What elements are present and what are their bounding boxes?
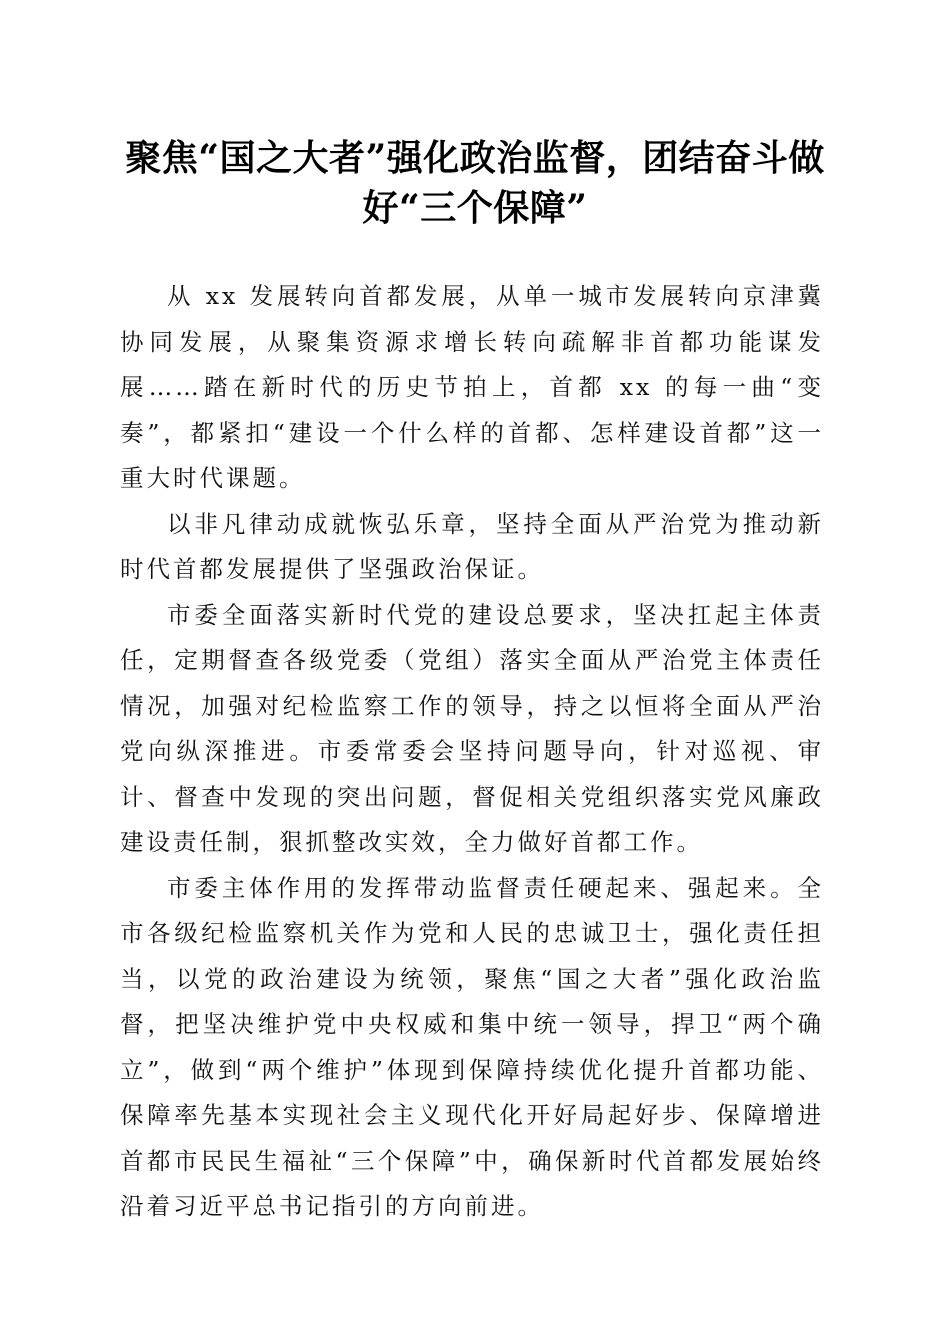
- document-title: [100, 133, 850, 233]
- paragraph-4: 市委主体作用的发挥带动监督责任硬起来、强起来。全市各级纪检监察机关作为党和人民的忠诚卫士，强化责任担当，以党的政治建设为统领，聚焦“国之大者”强化政治监督，把坚决维护党中央权威和集中统一领导，捍卫“两个确立”，做到“两个维护”体现到保障持续优化提升首都功能、保障率先基本实现社会主义现代化开好局起好步、保障增进首都市民民生福祉“三个保障”中，确保新时代首都发展始终沿着习近平总书记指引的方向前进。: [120, 873, 824, 1220]
- paragraph-3: 市委全面落实新时代党的建设总要求，坚决扛起主体责任，定期督查各级党委（党组）落实全面从严治党主体责任情况，加强对纪检监察工作的领导，持之以恒将全面从严治党向纵深推进。市委常委会坚持问题导向，针对巡视、审计、督查中发现的突出问题，督促相关党组织落实党风廉政建设责任制，狠抓整改实效，全力做好首都工作。: [120, 600, 824, 856]
- paragraph-2: 以非凡律动成就恢弘乐章，坚持全面从严治党为推动新时代首都发展提供了坚强政治保证。: [120, 509, 824, 583]
- title-line-2: 好“三个保障”: [362, 187, 588, 229]
- document-body: [120, 274, 824, 1230]
- title-line-1: 聚焦“国之大者”强化政治监督，团结奋斗做: [125, 137, 825, 179]
- paragraph-1: 从 xx 发展转向首都发展，从单一城市发展转向京津冀协同发展，从聚集资源求增长转向疏解非首都功能谋发展……踏在新时代的历史节拍上，首都 xx 的每一曲“变奏”，都紧扣“建设一个什么样的首都、怎样建设首都”这一重大时代课题。: [120, 282, 824, 492]
